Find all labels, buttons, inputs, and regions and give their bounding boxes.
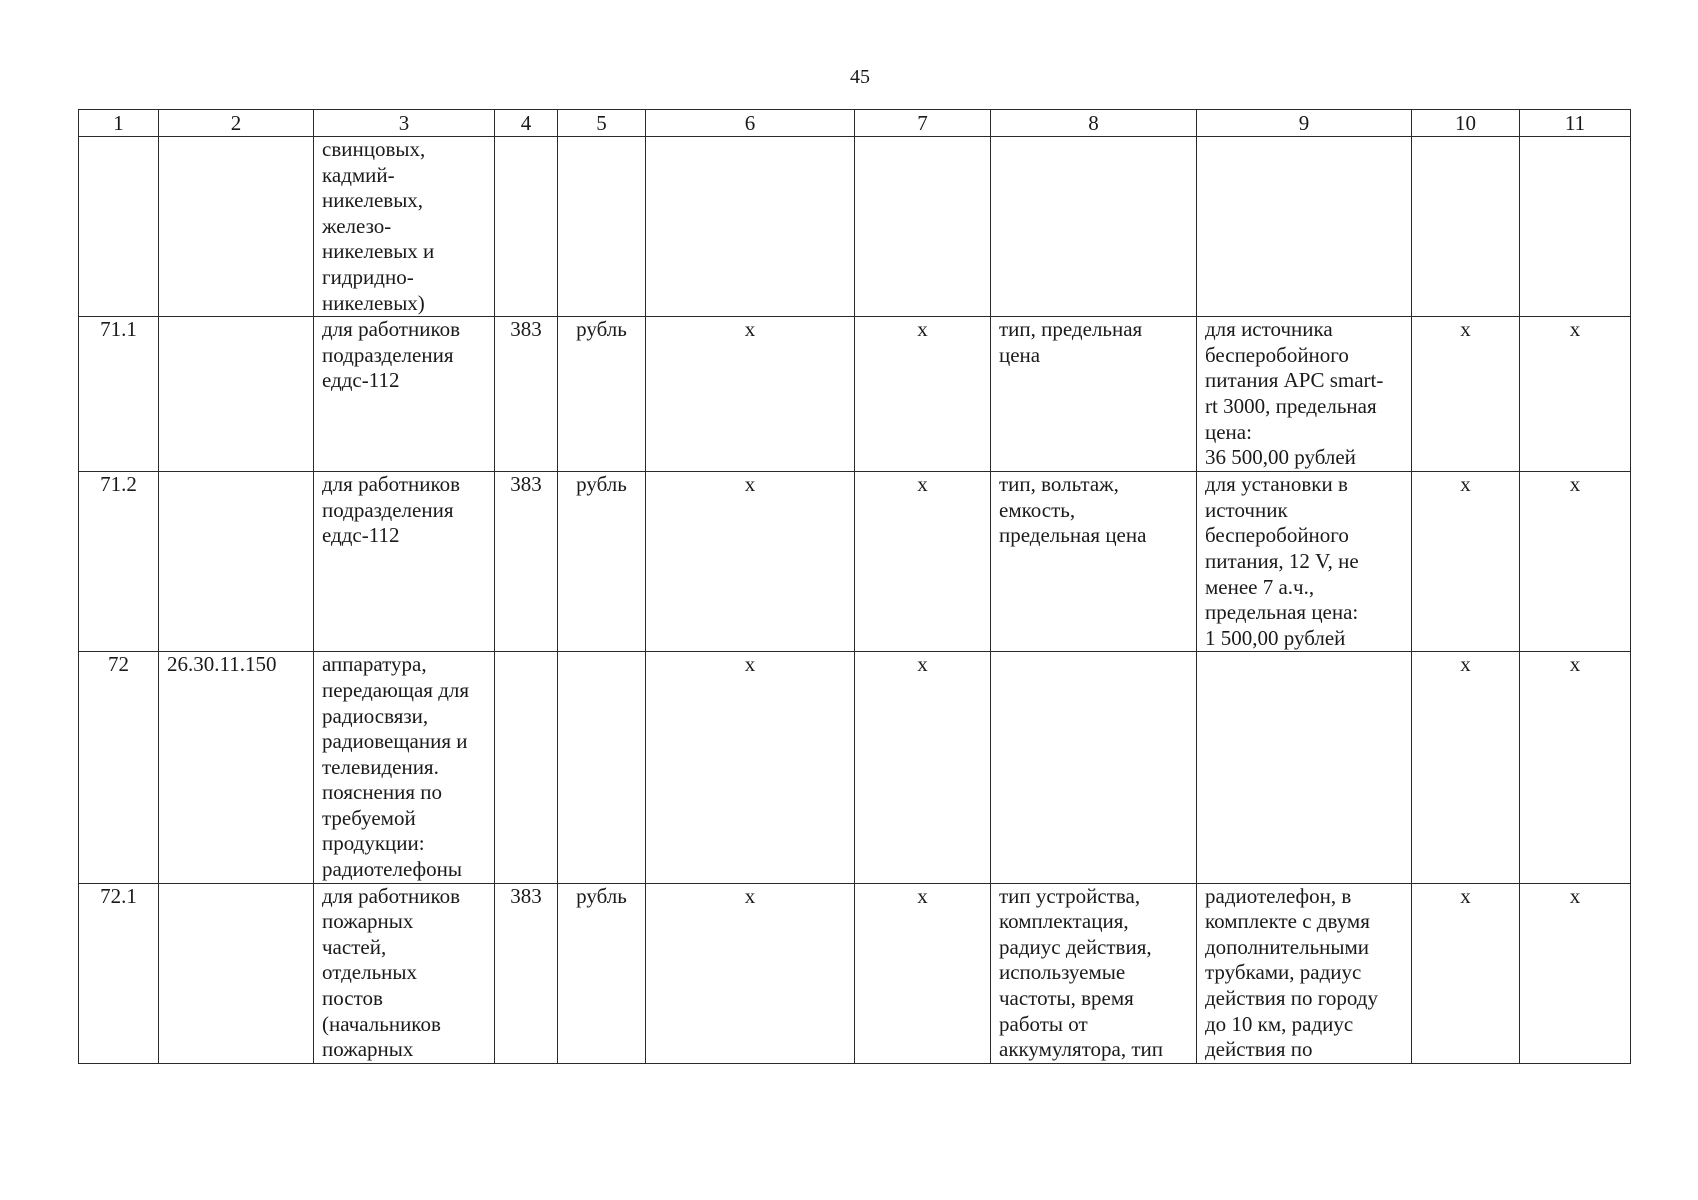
col7-value: х: [917, 652, 928, 677]
col7-value: х: [917, 883, 928, 908]
characteristics: тип устройства, комплектация, радиус действия, используемые частоты, время работы от аккумулятора, тип: [999, 883, 1164, 1062]
characteristic-values: для источника бесперобойного питания APC smart- rt 3000, предельная цена: 36 500,00 рублей: [1205, 317, 1384, 470]
unit-name: рубль: [576, 883, 627, 908]
col7-value: х: [917, 472, 928, 497]
col10-value: х: [1460, 472, 1471, 497]
col6-value: х: [744, 652, 756, 677]
unit-name: рубль: [576, 317, 627, 342]
row-number: 71.1: [100, 317, 137, 342]
row-number: 72.1: [100, 883, 137, 908]
header-cell-10: 10: [1412, 110, 1520, 137]
okei-code: 383: [510, 472, 542, 497]
col10-value: х: [1460, 883, 1471, 908]
col11-value: х: [1569, 472, 1581, 497]
characteristic-values: радиотелефон, в комплекте с двумя дополнительными трубками, радиус действия по городу до 10 км, радиус действия по: [1205, 883, 1378, 1062]
header-cell-7: 7: [855, 110, 991, 137]
okei-code: 383: [510, 317, 542, 342]
header-cell-11: 11: [1520, 110, 1631, 137]
row-number: 72: [108, 652, 129, 677]
item-description: аппаратура, передающая для радиосвязи, радиовещания и телевидения. пояснения по требуемой продукции: радиотелефоны: [322, 652, 470, 882]
header-cell-4: 4: [495, 110, 558, 137]
characteristics: тип, предельная цена: [999, 317, 1143, 367]
header-cell-5: 5: [558, 110, 646, 137]
header-cell-3: 3: [314, 110, 495, 137]
col10-value: х: [1460, 652, 1471, 677]
okei-code: 383: [510, 883, 542, 908]
table-row: [79, 472, 1631, 652]
row-number: 71.2: [100, 472, 137, 497]
col6-value: х: [744, 317, 756, 342]
col7-value: х: [917, 317, 928, 342]
page-number: 45: [850, 66, 870, 88]
table-row: [79, 137, 1631, 317]
item-description: для работников подразделения еддс-112: [322, 472, 461, 548]
table-row: [79, 317, 1631, 472]
okpd-code: 26.30.11.150: [167, 652, 277, 677]
header-cell-6: 6: [646, 110, 855, 137]
document-table: [78, 109, 1631, 1064]
col6-value: х: [744, 472, 756, 497]
characteristic-values: для установки в источник бесперобойного питания, 12 V, не менее 7 а.ч., предельная цена: 1 500,00 рублей: [1205, 472, 1359, 650]
header-cell-9: 9: [1197, 110, 1412, 137]
table-header-row: [79, 110, 1631, 137]
unit-name: рубль: [576, 472, 627, 497]
col11-value: х: [1569, 317, 1581, 342]
col10-value: х: [1460, 317, 1471, 342]
header-cell-2: 2: [159, 110, 314, 137]
table-row: [79, 652, 1631, 883]
table-row: [79, 883, 1631, 1063]
item-description: для работников подразделения еддс-112: [322, 317, 461, 393]
col11-value: х: [1569, 652, 1581, 677]
header-cell-8: 8: [991, 110, 1197, 137]
characteristics: тип, вольтаж, емкость, предельная цена: [999, 472, 1147, 548]
header-cell-1: 1: [79, 110, 159, 137]
item-description: свинцовых, кадмий- никелевых, железо- никелевых и гидридно- никелевых): [322, 137, 435, 315]
col6-value: х: [744, 883, 756, 908]
item-description: для работников пожарных частей, отдельных постов (начальников пожарных: [322, 883, 461, 1062]
col11-value: х: [1569, 883, 1581, 908]
